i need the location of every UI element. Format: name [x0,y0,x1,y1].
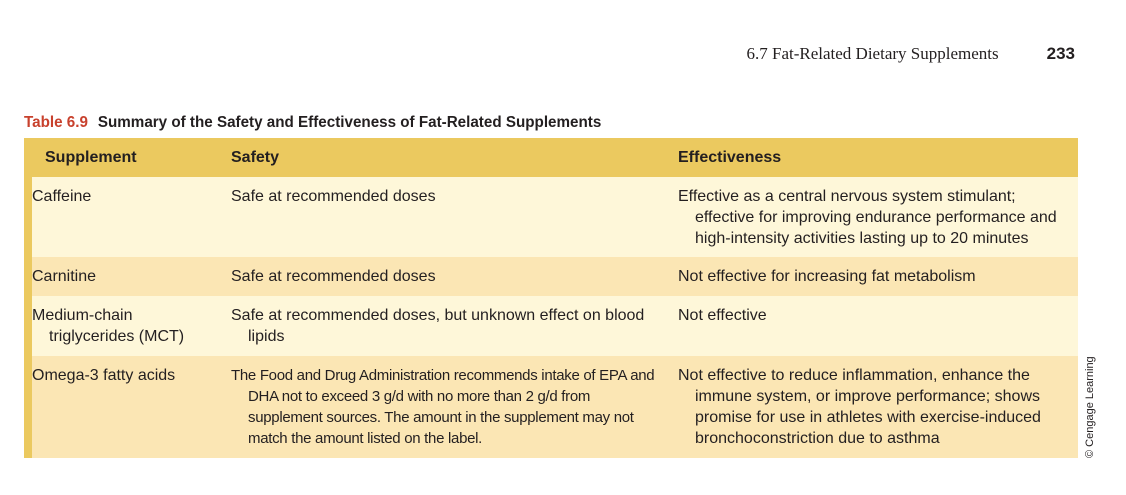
safety-cell: The Food and Drug Administration recommends intake of EPA and DHA not to exceed 3 g/d with no more than 2 g/d from supplement sources. The amount in the supplement may not match the amount listed on the label. [231,367,655,447]
safety-cell: Safe at recommended doses [231,188,436,205]
table-row [32,177,1078,257]
effectiveness-cell: Not effective for increasing fat metabolism [678,268,976,285]
table-label: Table 6.9 [24,114,88,131]
effectiveness-cell: Not effective to reduce inflammation, enhance the immune system, or improve performance; shows promise for use in athletes with exercise-induced bronchoconstriction due to asthma [678,367,1041,447]
table-caption [24,114,601,132]
page-number: 233 [1046,44,1075,63]
supplement-cell: Medium-chain triglycerides (MCT) [32,307,185,345]
copyright-credit: © Cengage Learning [1084,356,1096,458]
supplements-table [24,138,1078,458]
header-supplement: Supplement [45,149,137,166]
table-header-row [32,138,1078,177]
supplement-cell: Caffeine [32,188,92,205]
table-row [32,257,1078,296]
effectiveness-cell: Effective as a central nervous system stimulant; effective for improving endurance performance and high-intensity activities lasting up to 20 minutes [678,188,1057,247]
table-row [32,356,1078,458]
table-title: Summary of the Safety and Effectiveness of Fat-Related Supplements [97,114,602,131]
header-effectiveness: Effectiveness [678,149,782,166]
running-head [660,44,1075,64]
safety-cell: Safe at recommended doses [231,268,436,285]
effectiveness-cell: Not effective [678,307,767,324]
supplement-cell: Omega-3 fatty acids [32,367,176,384]
header-safety: Safety [231,149,280,166]
section-title: 6.7 Fat-Related Dietary Supplements [746,44,999,63]
table-row [32,296,1078,356]
safety-cell: Safe at recommended doses, but unknown effect on blood lipids [231,307,645,345]
supplement-cell: Carnitine [32,268,97,285]
